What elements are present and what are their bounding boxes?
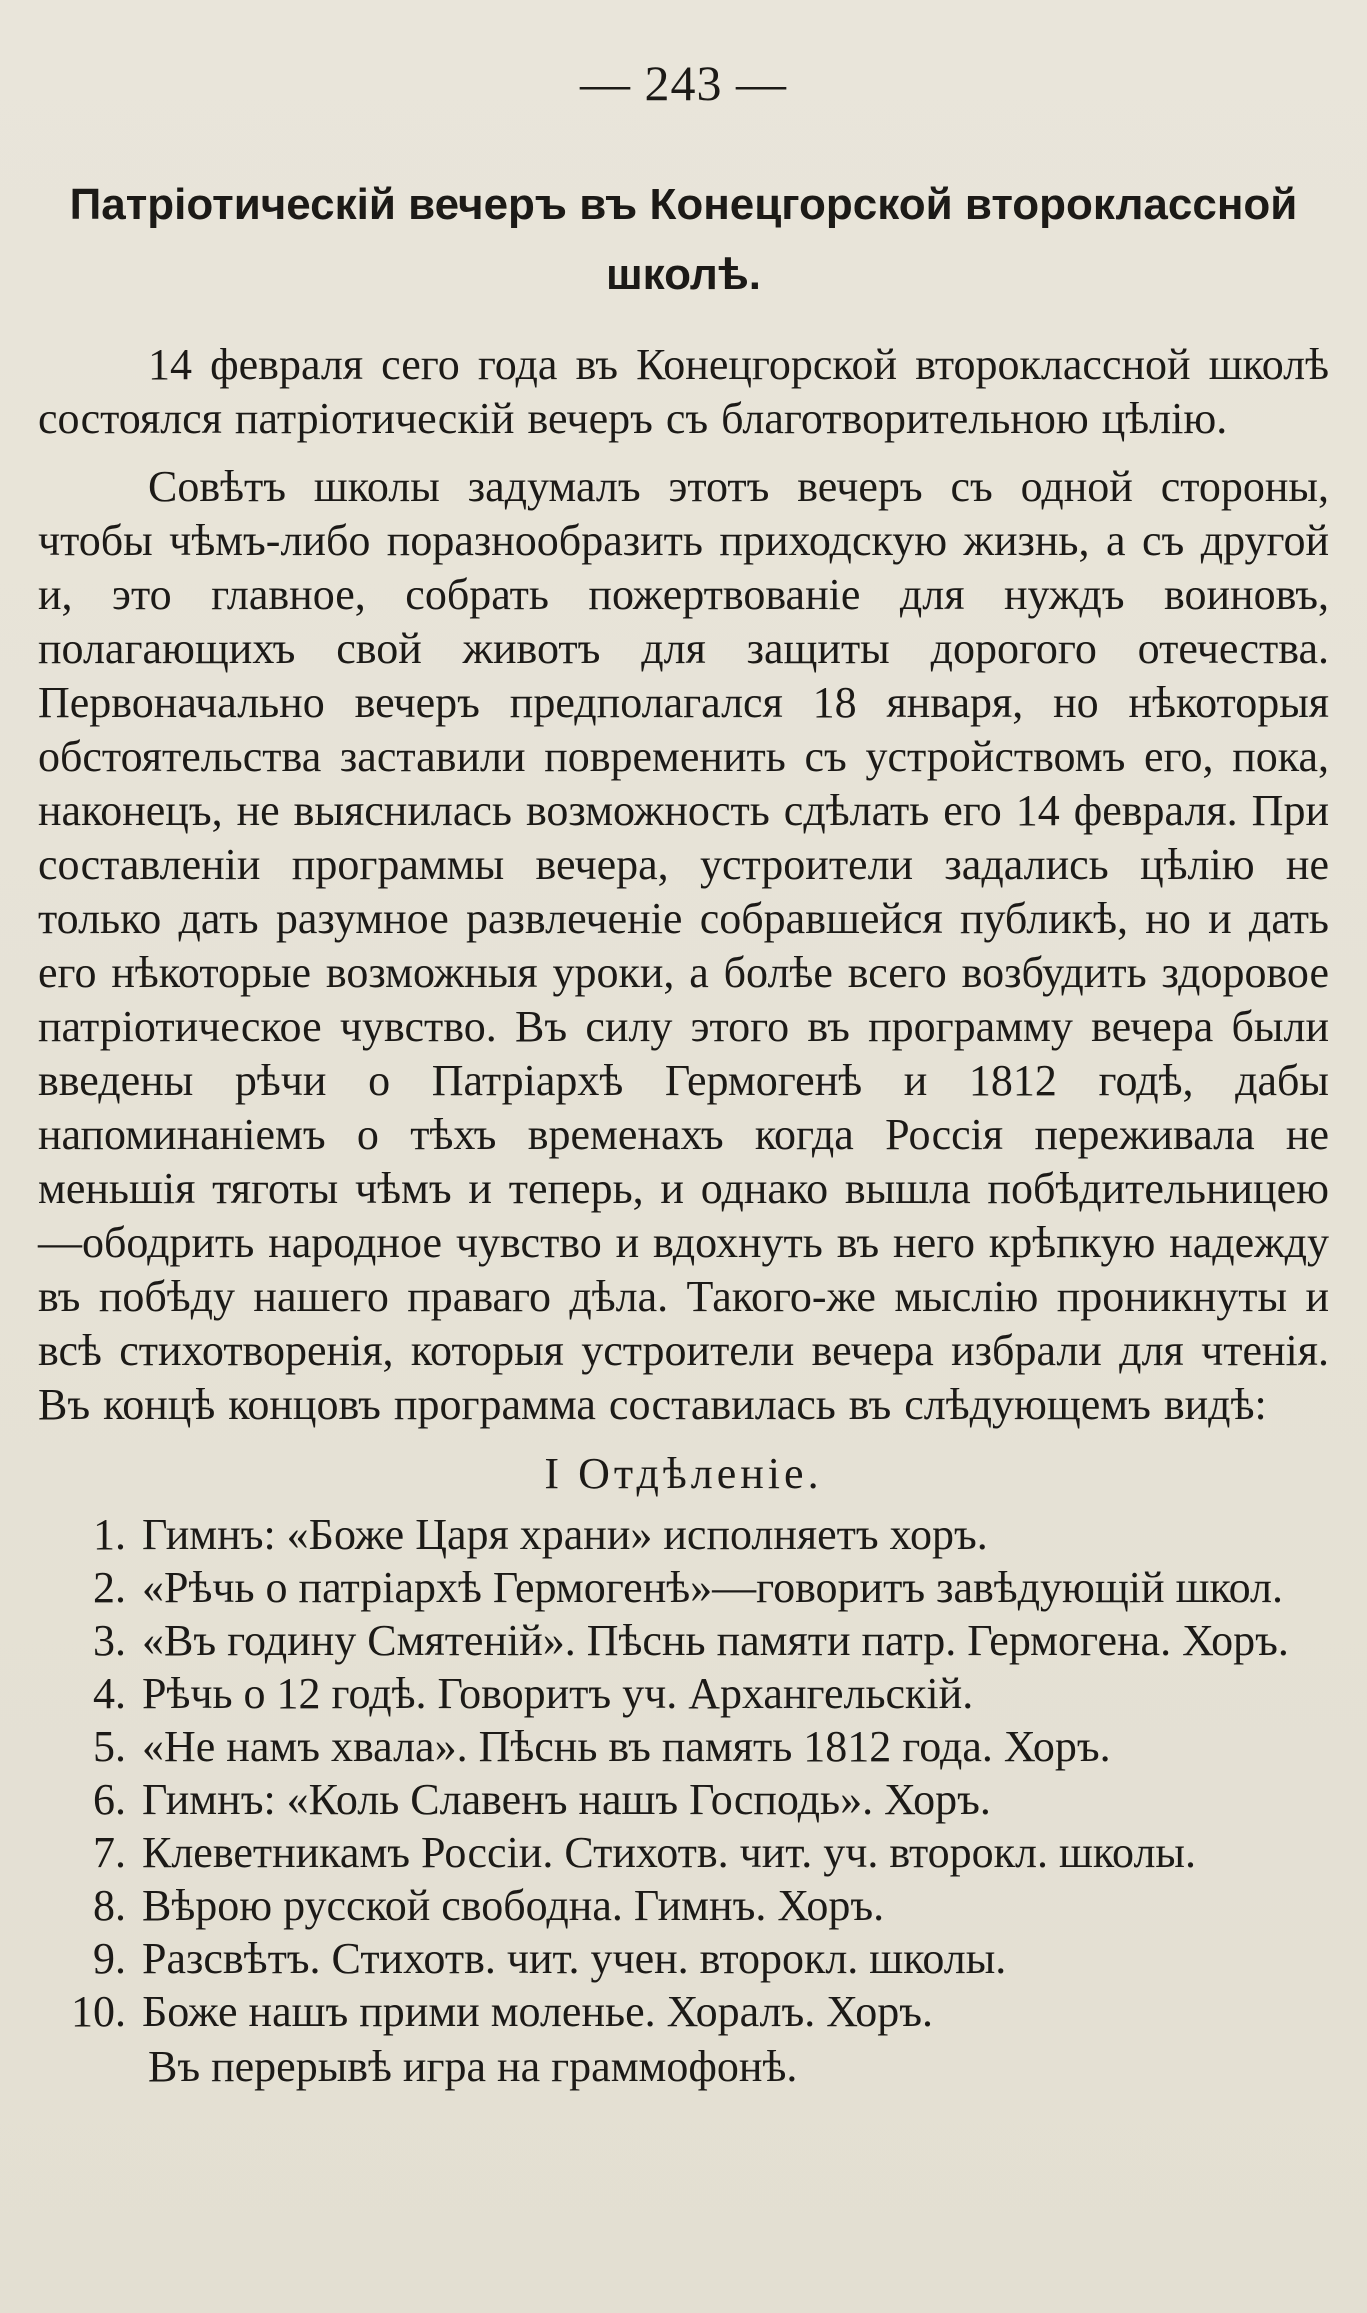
program-item <box>38 1826 1329 1879</box>
footer-note: Въ перерывѣ игра на граммофонѣ. <box>148 2042 798 2091</box>
item-number: 10. <box>71 1987 126 2036</box>
intro-paragraph: 14 февраля сего года въ Конецгорской второклассной школѣ состоялся патріотическій вечеръ съ благотворительною цѣлію. <box>38 340 1329 443</box>
program-item <box>38 1614 1329 1667</box>
program-item <box>38 1985 1329 2038</box>
program-list <box>38 1508 1329 2038</box>
program-item <box>38 1561 1329 1614</box>
item-number: 6. <box>93 1775 126 1824</box>
item-text: Рѣчь о 12 годѣ. Говоритъ уч. Архангельскій. <box>142 1669 974 1718</box>
item-number: 9. <box>93 1934 126 1983</box>
program-item <box>38 1879 1329 1932</box>
item-text: Клеветникамъ Россіи. Стихотв. чит. уч. второкл. школы. <box>142 1828 1196 1877</box>
program-item <box>38 1932 1329 1985</box>
body-paragraph: Совѣтъ школы задумалъ этотъ вечеръ съ одной стороны, чтобы чѣмъ-либо поразнообразить приходскую жизнь, а съ другой и, это главное, собрать пожертвованіе для нуждъ воиновъ, полагающихъ свой животъ для защиты дорогого отечества. Первоначально вечеръ предполагался 18 января, но нѣкоторыя обстоятельства заставили повременить съ устройствомъ его, пока, наконецъ, не выяснилась возможность сдѣлать его 14 февраля. При составленіи программы вечера, устроители задались цѣлію не только дать разумное развлеченіе собравшейся публикѣ, но и дать его нѣкоторые возможныя уроки, а болѣе всего возбудить здоровое патріотическое чувство. Въ силу этого въ программу вечера были введены рѣчи о Патріархѣ Гермогенѣ и 1812 годѣ, дабы напоминаніемъ о тѣхъ временахъ когда Россія переживала не меньшія тяготы чѣмъ и теперь, и однако вышла побѣдительницею—ободрить народное чувство и вдохнуть въ него крѣпкую надежду въ побѣду нашего праваго дѣла. Такого-же мыслію проникнуты и всѣ стихотворенія, которыя устроители вечера избрали для чтенія. Въ концѣ концовъ программа составилась въ слѣдующемъ видѣ: <box>38 462 1329 1429</box>
item-number: 1. <box>93 1510 126 1559</box>
item-text: «Въ годину Смятеній». Пѣснь памяти патр. Гермогена. Хоръ. <box>142 1616 1289 1665</box>
item-number: 4. <box>93 1669 126 1718</box>
heading-line-1: Патріотическій вечеръ въ Конецгорской второклассной <box>69 180 1298 229</box>
heading-line-2: школѣ. <box>606 250 761 299</box>
item-number: 3. <box>93 1616 126 1665</box>
program-item <box>38 1773 1329 1826</box>
item-text: Вѣрою русской свободна. Гимнъ. Хоръ. <box>142 1881 885 1930</box>
program-item <box>38 1720 1329 1773</box>
item-number: 2. <box>93 1563 126 1612</box>
item-number: 7. <box>93 1828 126 1877</box>
program-item <box>38 1667 1329 1720</box>
item-text: «Не намъ хвала». Пѣснь въ память 1812 года. Хоръ. <box>142 1722 1111 1771</box>
page-number: — 243 — <box>580 55 787 111</box>
section-title: I Отдѣленіе. <box>544 1449 823 1498</box>
item-text: Гимнъ: «Коль Славенъ нашъ Господь». Хоръ. <box>142 1775 991 1824</box>
item-text: «Рѣчь о патріархѣ Гермогенѣ»—говоритъ завѣдующій школ. <box>142 1563 1283 1612</box>
item-number: 8. <box>93 1881 126 1930</box>
item-number: 5. <box>93 1722 126 1771</box>
article-heading <box>38 170 1329 310</box>
program-item <box>38 1508 1329 1561</box>
item-text: Боже нашъ прими моленье. Хоралъ. Хоръ. <box>142 1987 933 2036</box>
item-text: Разсвѣтъ. Стихотв. чит. учен. второкл. школы. <box>142 1934 1007 1983</box>
item-text: Гимнъ: «Боже Царя храни» исполняетъ хоръ. <box>142 1510 988 1559</box>
